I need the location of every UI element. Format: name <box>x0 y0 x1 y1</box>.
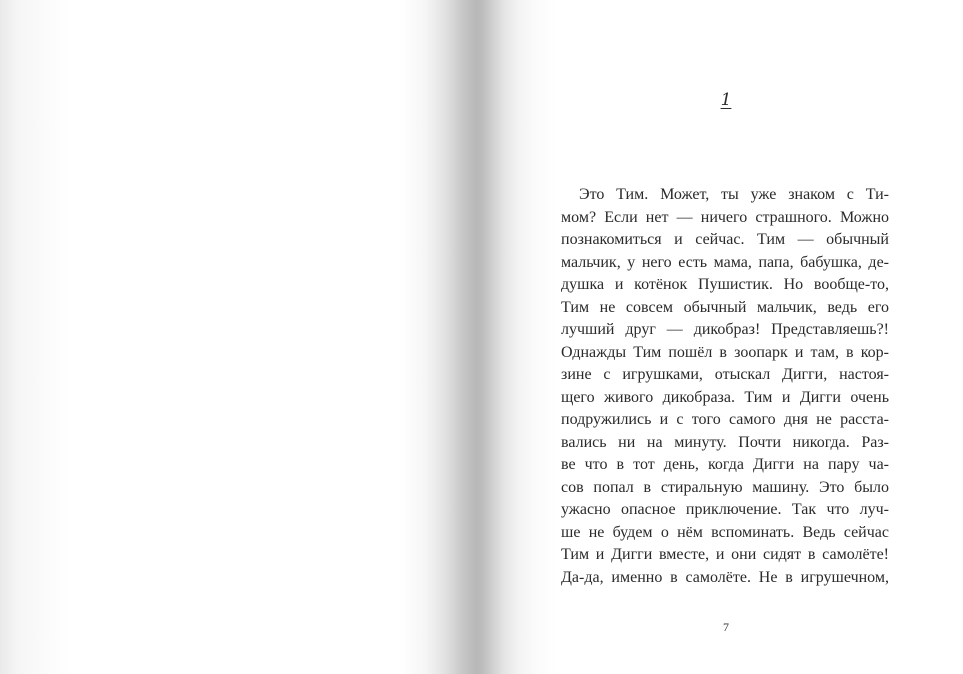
text-line: познакомиться и сейчас. Тим — обычный <box>561 231 889 248</box>
chapter-number: 1 <box>720 90 732 110</box>
text-line: душка и котёнок Пушистик. Но вообще-то, <box>561 276 889 293</box>
text-line: подружились и с того самого дня не расста- <box>561 411 889 428</box>
text-line: сов попал в стиральную машину. Это было <box>561 478 889 496</box>
text-line: ве что в тот день, когда Дигги на пару ча- <box>561 456 889 473</box>
text-line: Однажды Тим пошёл в зоопарк и там, в кор- <box>561 343 889 361</box>
text-line: вались ни на минуту. Почти никогда. Раз- <box>561 433 889 451</box>
text-line: мальчик, у него есть мама, папа, бабушка, де- <box>561 253 889 271</box>
chapter-paragraph <box>561 184 889 589</box>
text-line: ше не будем о нём вспоминать. Ведь сейчас <box>561 523 889 541</box>
text-line: Да-да, именно в самолёте. Не в игрушечном, <box>561 568 889 586</box>
text-line: щего живого дикобраза. Тим и Дигги очень <box>561 388 889 406</box>
text-line: мом? Если нет — ничего страшного. Можно <box>561 208 889 226</box>
text-line: зине с игрушками, отыскал Дигги, настоя- <box>561 366 889 383</box>
text-line: Тим не совсем обычный мальчик, ведь его <box>561 298 889 316</box>
text-line: лучший друг — дикобраз! Представляешь?! <box>561 321 889 338</box>
page-number: 7 <box>723 620 729 634</box>
text-line: Тим и Дигги вместе, и они сидят в самолёте! <box>561 546 889 563</box>
text-line: Это Тим. Может, ты уже знаком с Ти- <box>579 186 889 203</box>
text-line: ужасно опасное приключение. Так что луч- <box>561 501 889 518</box>
